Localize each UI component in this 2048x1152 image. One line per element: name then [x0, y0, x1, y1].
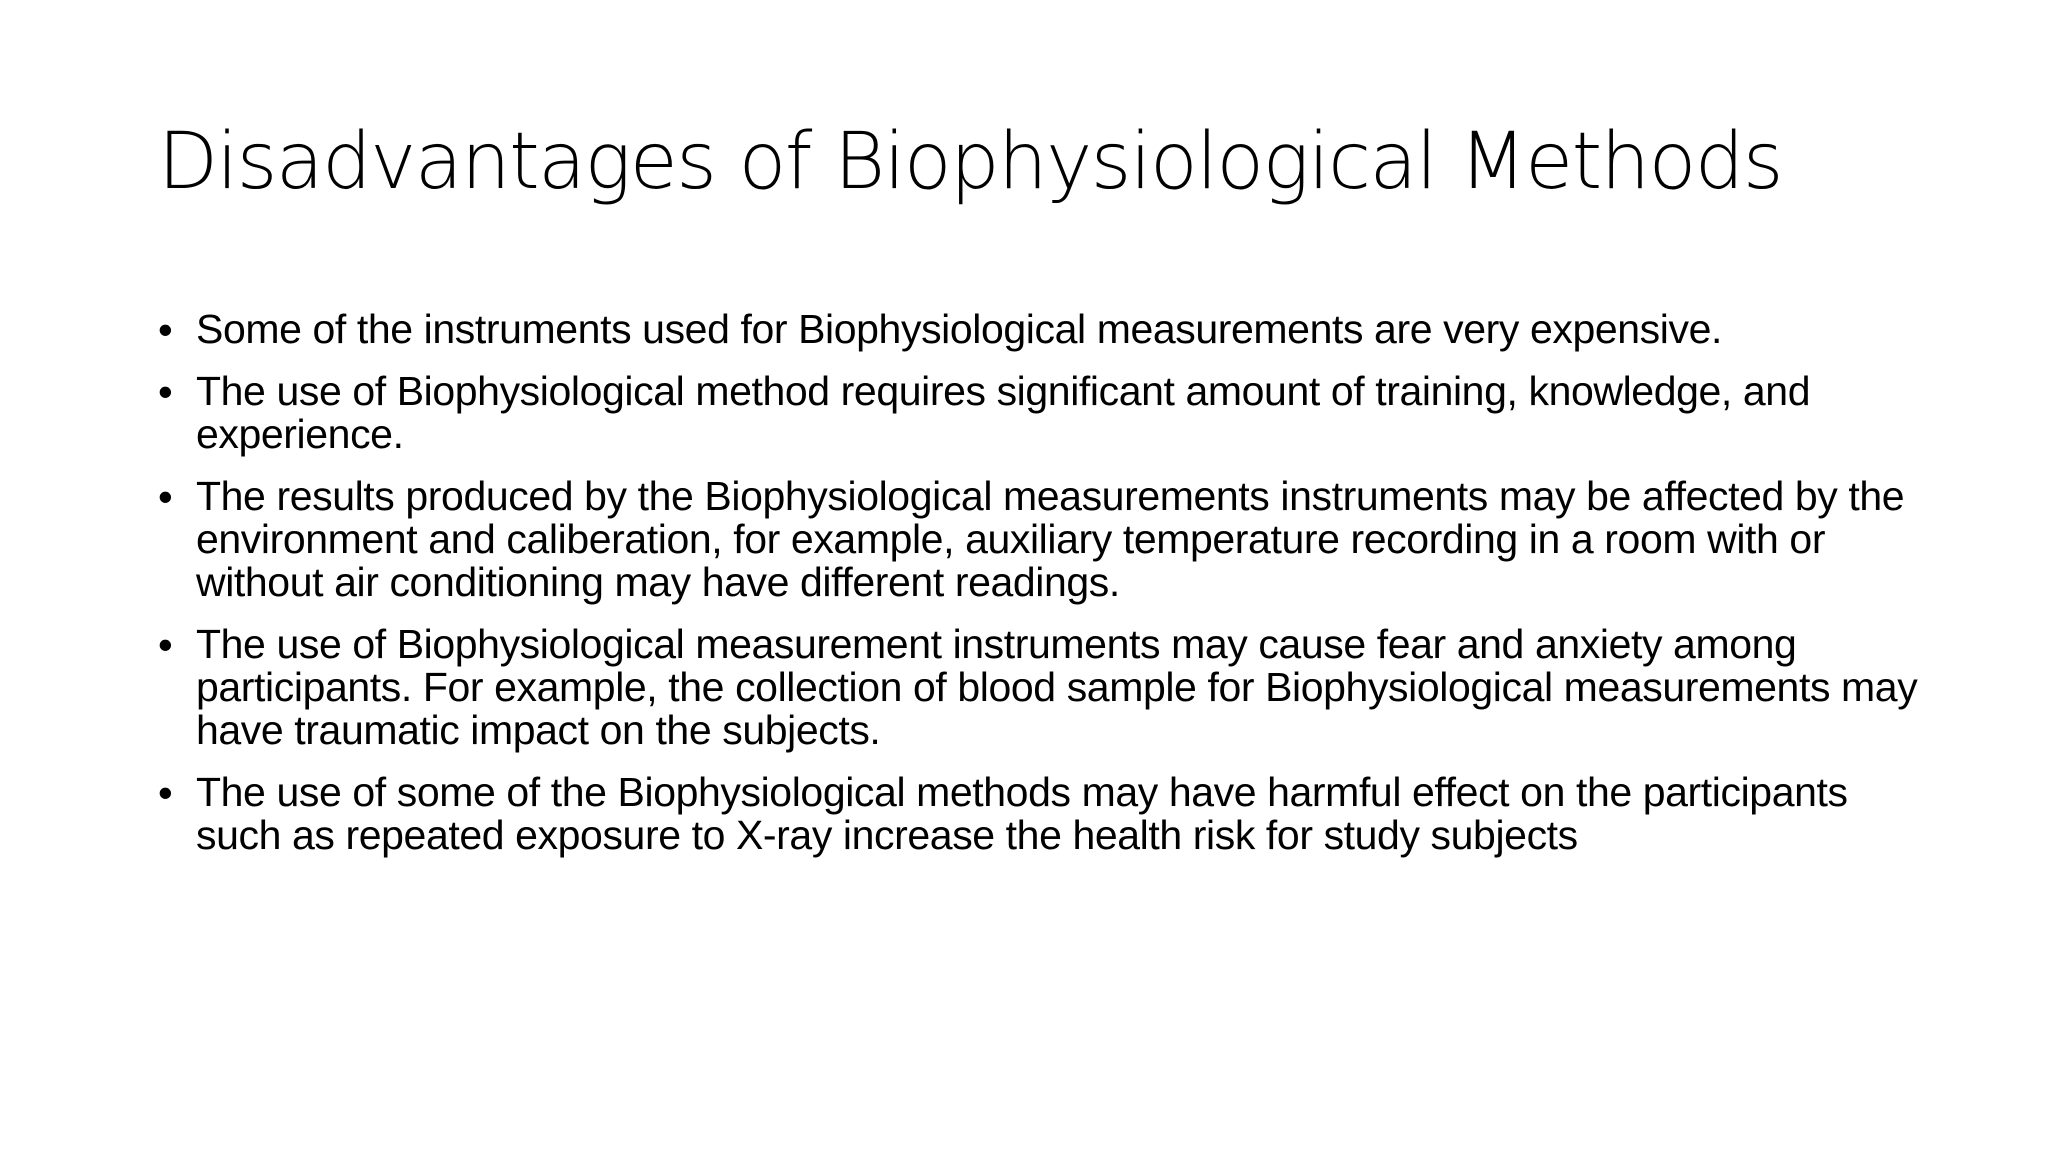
bullet-text: Some of the instruments used for Biophysiological measurements are very expensive. — [196, 306, 1722, 352]
bullet-text: The results produced by the Biophysiological measurements instruments may be affected by the environment and caliberation, for example, auxiliary temperature recording in a room with or without air conditioning may have different readings. — [196, 473, 1905, 605]
bullet-item — [158, 308, 1918, 351]
bullet-icon: • — [158, 769, 173, 816]
bullet-icon: • — [158, 368, 173, 415]
bullet-item — [158, 475, 1918, 604]
bullet-item — [158, 771, 1918, 857]
bullet-item — [158, 623, 1918, 752]
bullet-text: The use of Biophysiological method requires significant amount of training, knowledge, and experience. — [196, 368, 1811, 457]
bullet-icon: • — [158, 621, 173, 668]
bullet-icon: • — [158, 306, 173, 353]
bullet-item — [158, 370, 1918, 456]
bullet-list — [158, 308, 1918, 876]
bullet-text: The use of Biophysiological measurement instruments may cause fear and anxiety among participants. For example, the collection of blood sample for Biophysiological measurements may have traumatic impact on the subjects. — [196, 621, 1918, 753]
bullet-icon: • — [158, 473, 173, 520]
slide-title: Disadvantages of Biophysiological Methods — [158, 117, 1782, 207]
bullet-text: The use of some of the Biophysiological methods may have harmful effect on the participants such as repeated exposure to X-ray increase the health risk for study subjects — [196, 769, 1848, 858]
